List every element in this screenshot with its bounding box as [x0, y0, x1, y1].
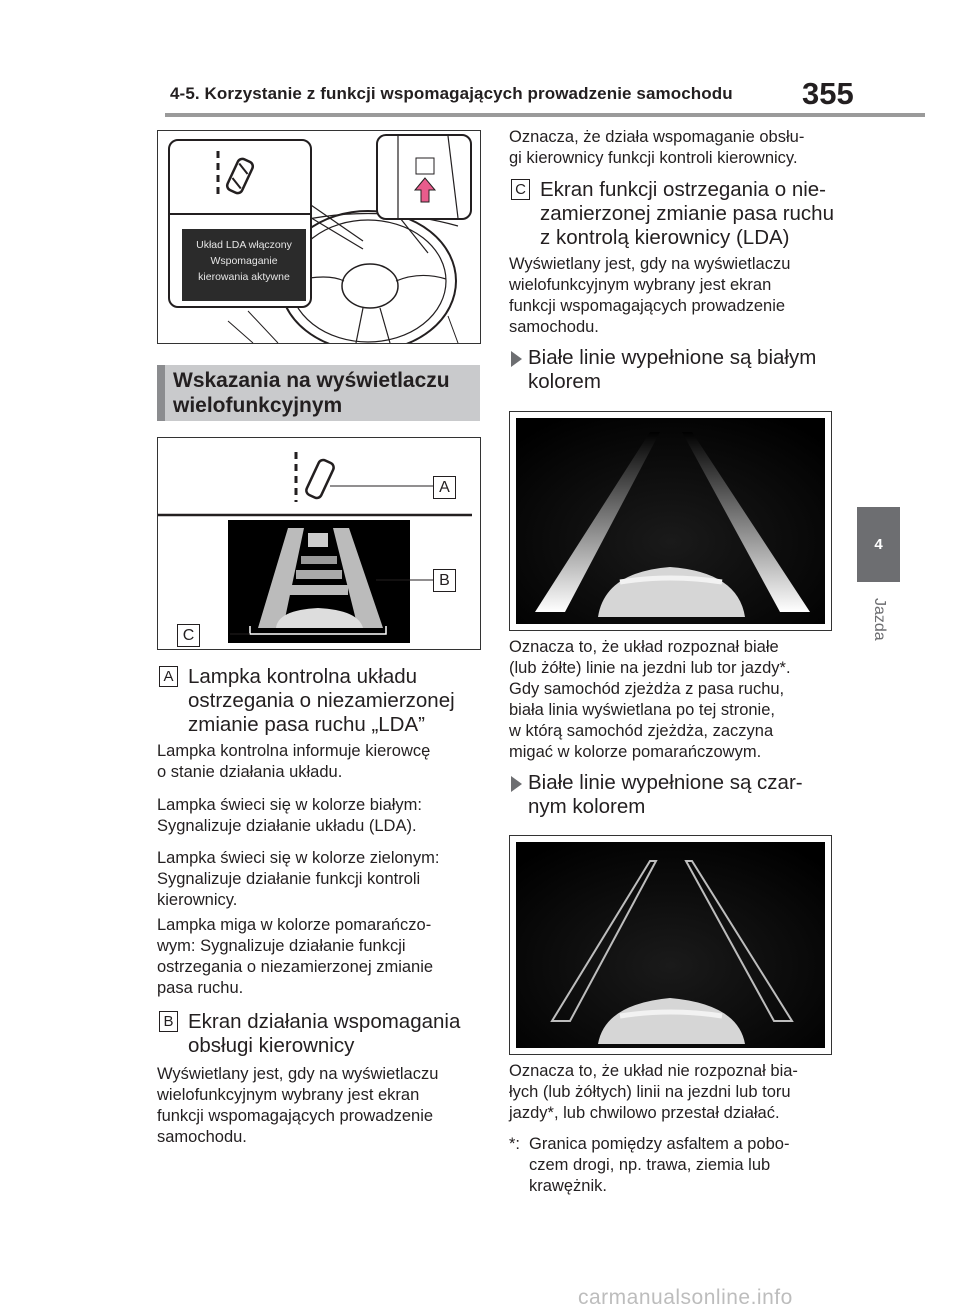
- item-b-paragraph: Wyświetlany jest, gdy na wyświetlaczu wielofunkcyjnym wybrany jest ekran funkcji wspomagających prowadzenie samochodu.: [157, 1065, 439, 1146]
- item-a-paragraph: Lampka kontrolna informuje kierowcę o stanie działania układu.: [157, 742, 431, 781]
- chapter-title: 4-5. Korzystanie z funkcji wspomagających prowadzenie samochodu: [170, 84, 733, 103]
- item-c-title: Ekran funkcji ostrzegania o nie- zamierzonej zmianie pasa ruchu z kontrolą kierownicy (LDA): [540, 178, 834, 249]
- item-b-badge: B: [159, 1011, 178, 1032]
- inset-divider: [170, 213, 310, 215]
- bullet1-title: Białe linie wypełnione są białym kolorem: [528, 346, 817, 393]
- white-lines-filled-display: [509, 411, 832, 631]
- item-a-paragraph: Lampka świeci się w kolorze białym: Sygnalizuje działanie układu (LDA).: [157, 796, 423, 835]
- callout-b: B: [433, 569, 456, 592]
- item-b-title: Ekran działania wspomagania obsługi kierownicy: [188, 1010, 461, 1057]
- lda-status-screen: [182, 229, 306, 301]
- item-b-continuation: Oznacza, że działa wspomaganie obsłu- gi kierownicy funkcji kontroli kierownicy.: [509, 128, 805, 167]
- chapter-tab-label: Jazda: [871, 598, 888, 641]
- multi-info-display-figure: [157, 437, 481, 650]
- bullet1-paragraph: Oznacza to, że układ rozpoznał białe (lub żółte) linie na jezdni lub tor jazdy*. Gdy samochód zjeżdża z pasa ruchu, biała linia wyświetlana po tej stronie, w którą samochód zjeżdża, zaczyna migać w kolorze pomarańczowym.: [509, 638, 791, 761]
- bullet2-title: Białe linie wypełnione są czar- nym kolorem: [528, 771, 803, 818]
- footer-watermark: carmanualsonline.info: [578, 1286, 793, 1309]
- item-a-title: Lampka kontrolna układu ostrzegania o niezamierzonej zmianie pasa ruchu „LDA”: [188, 665, 455, 736]
- callout-c: C: [177, 624, 200, 647]
- bullet-arrow-icon: [511, 351, 522, 367]
- lda-switch-illustration: [378, 136, 470, 218]
- page-number: 355: [802, 76, 854, 111]
- display-diagram: [158, 438, 480, 649]
- screen-line: Wspomaganie: [210, 255, 278, 267]
- footnote-mark: *:: [509, 1135, 521, 1153]
- item-a-paragraph: Lampka miga w kolorze pomarańczo- wym: Sygnalizuje działanie funkcji ostrzegania o niezamierzonej zmianie pasa ruchu.: [157, 916, 434, 997]
- lane-display-outline: [510, 836, 831, 1054]
- bullet-arrow-icon: [511, 776, 522, 792]
- item-c-paragraph: Wyświetlany jest, gdy na wyświetlaczu wielofunkcyjnym wybrany jest ekran funkcji wspomagających prowadzenie samochodu.: [509, 255, 791, 336]
- section-heading: Wskazania na wyświetlaczu wielofunkcyjnym: [157, 365, 480, 421]
- item-c-badge: C: [511, 179, 530, 200]
- steering-wheel-figure: [157, 130, 481, 344]
- lane-display-filled: [510, 412, 831, 630]
- display-inset: [168, 139, 312, 308]
- button-inset: [376, 134, 472, 220]
- item-a-badge: A: [159, 666, 178, 687]
- footnote-text: Granica pomiędzy asfaltem a pobo- czem drogi, np. trawa, ziemia lub krawężnik.: [529, 1135, 790, 1195]
- header-rule: [165, 113, 925, 117]
- white-lines-black-display: [509, 835, 832, 1055]
- callout-a: A: [433, 476, 456, 499]
- bullet2-paragraph: Oznacza to, że układ nie rozpoznał bia- łych (lub żółtych) linii na jezdni lub toru jazdy*, lub chwilowo przestał działać.: [509, 1062, 798, 1122]
- item-a-paragraph: Lampka świeci się w kolorze zielonym: Sygnalizuje działanie funkcji kontroli kierownicy.: [157, 849, 440, 909]
- screen-line: Układ LDA włączony: [196, 239, 292, 251]
- screen-line: kierowania aktywne: [198, 271, 290, 283]
- chapter-tab[interactable]: 4: [857, 507, 900, 582]
- lda-indicator-icon: [170, 141, 310, 211]
